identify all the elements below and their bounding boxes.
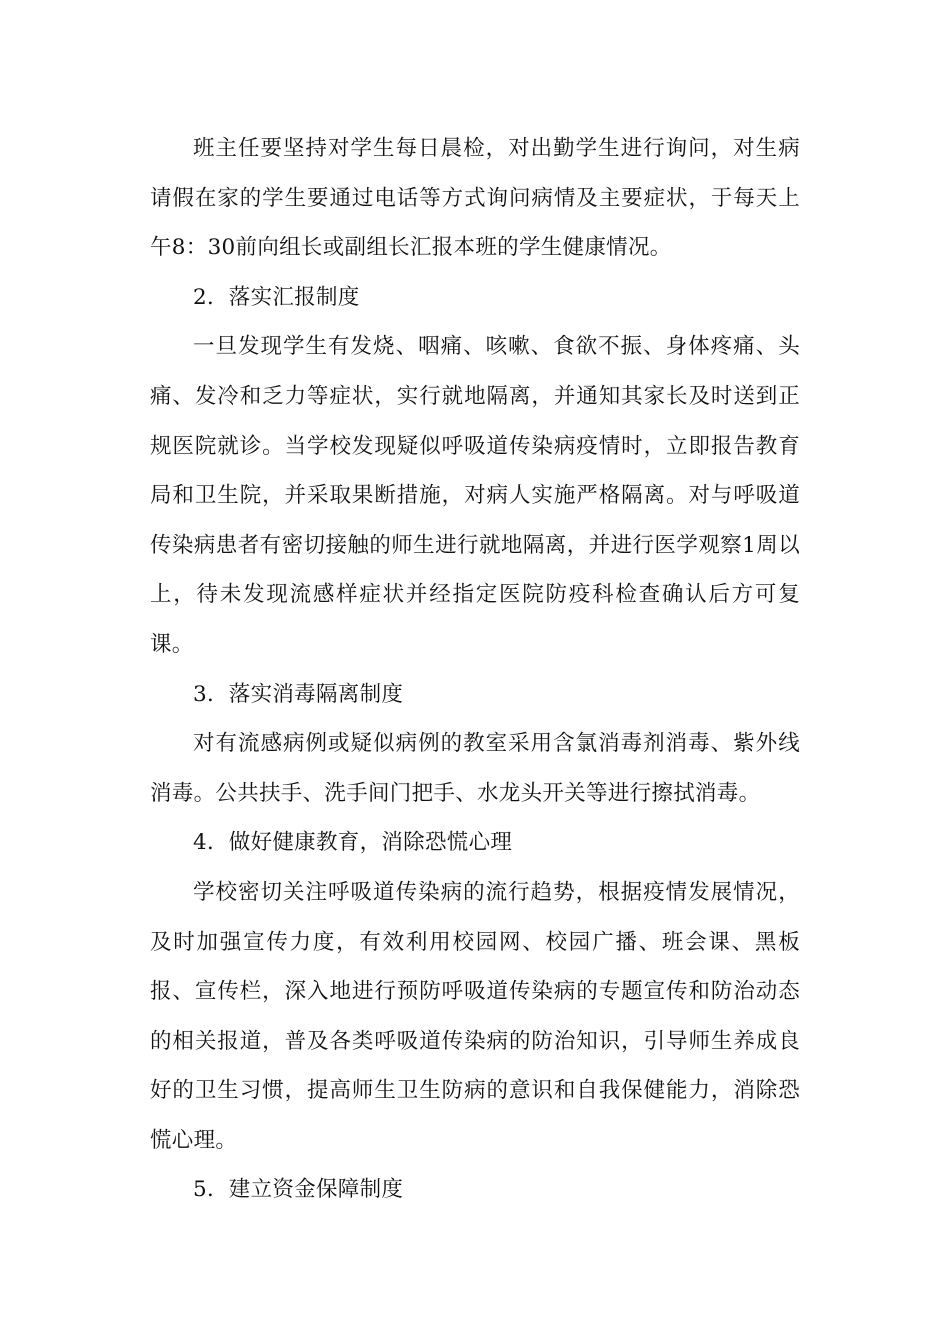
heading-health-education: 4．做好健康教育，消除恐慌心理 <box>193 830 513 856</box>
paragraph-isolation-procedure: 一旦发现学生有发烧、咽痛、咳嗽、食欲不振、身体疼痛、头痛、发冷和乏力等症状，实行就地隔离，并通知其家长及时送到正规医院就诊。当学校发现疑似呼吸道传染病疫情时，立即报告教育局和卫生院，并采取果断措施，对病人实施严格隔离。对与呼吸道传染病患者有密切接触的师生进行就地隔离，并进行医学观察1周以上，待未发现流感样症状并经指定医院防疫科检查确认后方可复课。 <box>150 334 800 657</box>
paragraph-morning-check: 班主任要坚持对学生每日晨检，对出勤学生进行询问，对生病请假在家的学生要通过电话等方式询问病情及主要症状，于每天上午8：30前向组长或副组长汇报本班的学生健康情况。 <box>150 136 800 261</box>
heading-reporting-system: 2．落实汇报制度 <box>193 284 360 310</box>
document-body <box>150 124 800 1215</box>
paragraph-disinfection: 对有流感病例或疑似病例的教室采用含氯消毒剂消毒、紫外线消毒。公共扶手、洗手间门把手、水龙头开关等进行擦拭消毒。 <box>150 731 800 806</box>
paragraph-health-education: 学校密切关注呼吸道传染病的流行趋势，根据疫情发展情况，及时加强宣传力度，有效利用校园网、校园广播、班会课、黑板报、宣传栏，深入地进行预防呼吸道传染病的专题宣传和防治动态的相关报道，普及各类呼吸道传染病的防治知识，引导师生养成良好的卫生习惯，提高师生卫生防病的意识和自我保健能力，消除恐慌心理。 <box>150 879 800 1153</box>
heading-disinfection-system: 3．落实消毒隔离制度 <box>193 681 404 707</box>
heading-funding-system: 5．建立资金保障制度 <box>193 1177 404 1203</box>
